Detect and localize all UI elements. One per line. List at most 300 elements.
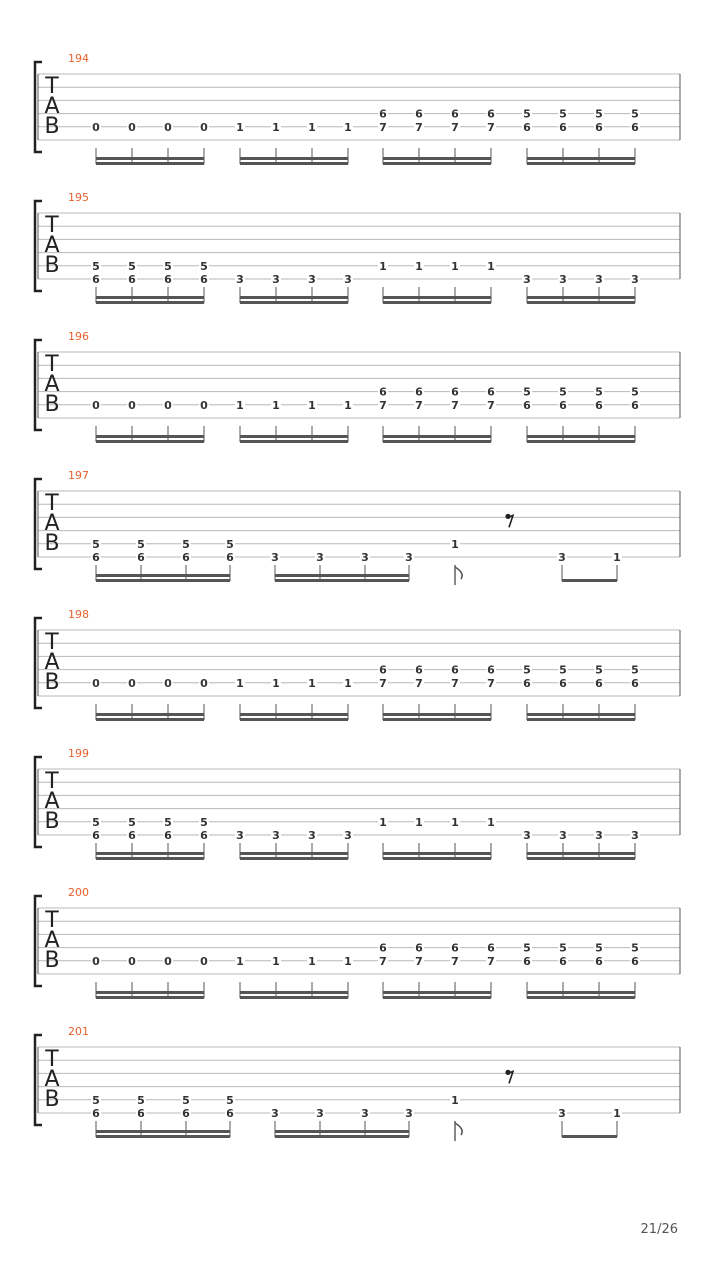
note-beam (96, 996, 204, 999)
note-beam (383, 162, 491, 165)
fret-number: 6 (164, 273, 172, 286)
note-beam (96, 579, 230, 582)
note-beam (527, 713, 635, 716)
fret-number: 5 (92, 815, 100, 829)
fret-number: 1 (613, 551, 621, 564)
note-group (235, 273, 353, 304)
fret-number: 7 (451, 398, 459, 412)
fret-number: 1 (487, 259, 495, 273)
tab-system (35, 1025, 680, 1141)
note-group (522, 664, 640, 721)
note-group (522, 273, 640, 304)
fret-number: 6 (92, 1107, 100, 1120)
note-beam (527, 296, 635, 299)
fret-number: 1 (415, 815, 423, 829)
note-beam (96, 296, 204, 299)
note-beam (275, 574, 409, 577)
note-beam (240, 718, 348, 721)
fret-number: 3 (316, 551, 324, 564)
fret-number: 7 (379, 120, 387, 134)
fret-number: 6 (451, 385, 459, 399)
fret-number: 6 (92, 551, 100, 564)
measure-number: 194 (68, 52, 89, 65)
note-beam (383, 857, 491, 860)
fret-number: 6 (137, 1107, 145, 1120)
measure-number: 197 (68, 469, 89, 482)
fret-number: 5 (523, 663, 531, 677)
page-number: 21/26 (640, 1222, 678, 1237)
fret-number: 3 (344, 273, 352, 286)
tab-system (35, 52, 680, 165)
fret-number: 1 (236, 954, 244, 968)
note-group (235, 399, 353, 443)
fret-number: 0 (164, 954, 172, 968)
tab-system (35, 886, 680, 999)
note-group (522, 108, 640, 165)
fret-number: 0 (128, 954, 136, 968)
fret-number: 0 (200, 398, 208, 412)
note-beam (527, 162, 635, 165)
note-flag (455, 567, 462, 579)
fret-number: 5 (595, 107, 603, 121)
fret-number: 6 (631, 954, 639, 968)
fret-number: 6 (415, 941, 423, 955)
fret-number: 1 (272, 398, 280, 412)
note-beam (527, 991, 635, 994)
note-group (235, 955, 353, 999)
fret-number: 5 (182, 1093, 190, 1107)
fret-number: 7 (379, 954, 387, 968)
fret-number: 3 (631, 829, 639, 842)
fret-number: 5 (631, 107, 639, 121)
note-beam (527, 996, 635, 999)
note-beam (275, 579, 409, 582)
fret-number: 6 (92, 829, 100, 842)
tab-clef-letter: B (44, 114, 60, 139)
note-beam (562, 579, 617, 582)
fret-number: 6 (128, 829, 136, 842)
fret-number: 5 (200, 815, 208, 829)
fret-number: 3 (308, 829, 316, 842)
note-group (91, 677, 209, 721)
note-beam (96, 852, 204, 855)
note-beam (240, 857, 348, 860)
fret-number: 3 (558, 551, 566, 564)
fret-number: 6 (379, 107, 387, 121)
fret-number: 3 (631, 273, 639, 286)
fret-number: 1 (236, 676, 244, 690)
tab-clef-letter: T (45, 491, 59, 516)
fret-number: 5 (595, 663, 603, 677)
measure-number: 196 (68, 330, 89, 343)
note-beam (562, 1135, 617, 1138)
note-beam (527, 440, 635, 443)
tab-clef-letter: T (45, 352, 59, 377)
note-group (91, 399, 209, 443)
fret-number: 0 (92, 676, 100, 690)
fret-number: 1 (487, 815, 495, 829)
fret-number: 5 (226, 537, 234, 551)
fret-number: 6 (595, 676, 603, 690)
fret-number: 3 (272, 829, 280, 842)
note-group (235, 829, 353, 860)
note-beam (527, 718, 635, 721)
fret-number: 5 (523, 385, 531, 399)
note-beam (96, 435, 204, 438)
note-group (450, 1094, 462, 1141)
fret-number: 1 (236, 120, 244, 134)
fret-number: 7 (415, 398, 423, 412)
fret-number: 1 (308, 398, 316, 412)
fret-number: 0 (200, 954, 208, 968)
fret-number: 5 (92, 259, 100, 273)
fret-number: 1 (236, 398, 244, 412)
tab-clef-letter: T (45, 74, 59, 99)
note-group (270, 551, 414, 582)
fret-number: 0 (164, 120, 172, 134)
note-beam (240, 296, 348, 299)
note-group (91, 1094, 235, 1138)
fret-number: 0 (92, 954, 100, 968)
fret-number: 7 (487, 120, 495, 134)
fret-number: 5 (200, 259, 208, 273)
fret-number: 0 (128, 398, 136, 412)
fret-number: 5 (631, 663, 639, 677)
fret-number: 6 (379, 663, 387, 677)
fret-number: 6 (415, 107, 423, 121)
fret-number: 7 (415, 120, 423, 134)
fret-number: 3 (236, 273, 244, 286)
note-group (235, 121, 353, 165)
note-group (557, 1107, 622, 1138)
fret-number: 7 (451, 954, 459, 968)
fret-number: 5 (137, 537, 145, 551)
fret-number: 1 (379, 259, 387, 273)
tab-clef-letter: B (44, 670, 60, 695)
tab-clef-letter: T (45, 1047, 59, 1072)
fret-number: 1 (308, 120, 316, 134)
note-beam (96, 718, 204, 721)
fret-number: 5 (137, 1093, 145, 1107)
note-group (378, 664, 496, 721)
note-flag (455, 1123, 462, 1135)
fret-number: 6 (523, 954, 531, 968)
fret-number: 6 (559, 398, 567, 412)
fret-number: 3 (271, 1107, 279, 1120)
note-beam (96, 162, 204, 165)
fret-number: 5 (128, 815, 136, 829)
tab-clef-letter: A (44, 789, 60, 814)
note-beam (96, 157, 204, 160)
fret-number: 7 (415, 954, 423, 968)
fret-number: 3 (236, 829, 244, 842)
fret-number: 6 (451, 663, 459, 677)
fret-number: 6 (379, 385, 387, 399)
eighth-rest-icon (505, 1070, 513, 1084)
note-beam (96, 1135, 230, 1138)
tab-system (35, 191, 680, 304)
measure-number: 200 (68, 886, 89, 899)
fret-number: 1 (308, 676, 316, 690)
note-beam (383, 296, 491, 299)
note-beam (527, 857, 635, 860)
fret-number: 5 (595, 385, 603, 399)
eighth-rest-icon (505, 514, 513, 528)
fret-number: 5 (92, 537, 100, 551)
note-beam (383, 440, 491, 443)
note-group (91, 816, 209, 860)
fret-number: 6 (415, 385, 423, 399)
measure-number: 199 (68, 747, 89, 760)
note-beam (275, 1135, 409, 1138)
tab-clef-letter: T (45, 769, 59, 794)
fret-number: 1 (344, 120, 352, 134)
fret-number: 6 (226, 551, 234, 564)
fret-number: 7 (487, 398, 495, 412)
fret-number: 1 (272, 676, 280, 690)
fret-number: 6 (164, 829, 172, 842)
tab-clef-letter: B (44, 253, 60, 278)
fret-number: 0 (92, 398, 100, 412)
fret-number: 1 (308, 954, 316, 968)
note-beam (240, 162, 348, 165)
fret-number: 7 (379, 398, 387, 412)
fret-number: 5 (164, 259, 172, 273)
fret-number: 7 (487, 676, 495, 690)
note-beam (240, 996, 348, 999)
measure-number: 201 (68, 1025, 89, 1038)
fret-number: 5 (164, 815, 172, 829)
tab-clef-letter: A (44, 233, 60, 258)
note-beam (275, 1130, 409, 1133)
fret-number: 3 (361, 551, 369, 564)
fret-number: 3 (595, 829, 603, 842)
fret-number: 6 (523, 398, 531, 412)
fret-number: 0 (128, 120, 136, 134)
note-beam (527, 157, 635, 160)
note-group (235, 677, 353, 721)
fret-number: 1 (344, 676, 352, 690)
note-beam (527, 435, 635, 438)
fret-number: 7 (451, 676, 459, 690)
fret-number: 0 (200, 120, 208, 134)
fret-number: 6 (523, 676, 531, 690)
note-group (378, 386, 496, 443)
fret-number: 6 (559, 120, 567, 134)
fret-number: 6 (487, 663, 495, 677)
note-beam (96, 440, 204, 443)
fret-number: 1 (451, 537, 459, 551)
tab-clef-letter: A (44, 511, 60, 536)
note-beam (383, 996, 491, 999)
fret-number: 5 (559, 663, 567, 677)
note-beam (96, 1130, 230, 1133)
fret-number: 6 (631, 676, 639, 690)
note-beam (240, 991, 348, 994)
fret-number: 1 (451, 815, 459, 829)
fret-number: 3 (559, 829, 567, 842)
fret-number: 1 (613, 1107, 621, 1120)
note-group (91, 955, 209, 999)
note-group (522, 829, 640, 860)
note-beam (240, 713, 348, 716)
fret-number: 1 (344, 398, 352, 412)
fret-number: 6 (182, 1107, 190, 1120)
fret-number: 6 (487, 385, 495, 399)
fret-number: 6 (559, 954, 567, 968)
fret-number: 0 (128, 676, 136, 690)
tab-clef-letter: B (44, 1087, 60, 1112)
note-beam (240, 852, 348, 855)
fret-number: 6 (128, 273, 136, 286)
fret-number: 6 (631, 398, 639, 412)
note-beam (240, 301, 348, 304)
tab-system (35, 330, 680, 443)
note-beam (383, 991, 491, 994)
measure-number: 195 (68, 191, 89, 204)
fret-number: 0 (92, 120, 100, 134)
fret-number: 5 (226, 1093, 234, 1107)
note-beam (383, 301, 491, 304)
fret-number: 6 (226, 1107, 234, 1120)
fret-number: 3 (405, 1107, 413, 1120)
fret-number: 1 (272, 954, 280, 968)
fret-number: 5 (523, 107, 531, 121)
fret-number: 5 (631, 385, 639, 399)
tab-clef-letter: T (45, 630, 59, 655)
fret-number: 1 (451, 259, 459, 273)
fret-number: 0 (164, 398, 172, 412)
note-group (91, 260, 209, 304)
tab-clef-letter: B (44, 531, 60, 556)
tab-clef-letter: A (44, 650, 60, 675)
tab-clef-letter: A (44, 372, 60, 397)
note-beam (383, 435, 491, 438)
fret-number: 5 (559, 107, 567, 121)
fret-number: 1 (272, 120, 280, 134)
tab-clef-letter: B (44, 392, 60, 417)
note-beam (96, 574, 230, 577)
fret-number: 5 (559, 385, 567, 399)
note-group (91, 538, 235, 582)
fret-number: 3 (344, 829, 352, 842)
fret-number: 1 (379, 815, 387, 829)
fret-number: 5 (559, 941, 567, 955)
fret-number: 0 (164, 676, 172, 690)
fret-number: 6 (595, 954, 603, 968)
note-beam (527, 852, 635, 855)
fret-number: 3 (272, 273, 280, 286)
fret-number: 6 (137, 551, 145, 564)
measure-number: 198 (68, 608, 89, 621)
fret-number: 3 (523, 273, 531, 286)
fret-number: 5 (523, 941, 531, 955)
fret-number: 3 (523, 829, 531, 842)
fret-number: 6 (487, 107, 495, 121)
fret-number: 1 (451, 1093, 459, 1107)
fret-number: 5 (595, 941, 603, 955)
fret-number: 3 (271, 551, 279, 564)
fret-number: 3 (558, 1107, 566, 1120)
note-group (522, 942, 640, 999)
fret-number: 6 (595, 120, 603, 134)
fret-number: 6 (415, 663, 423, 677)
note-beam (240, 440, 348, 443)
fret-number: 6 (182, 551, 190, 564)
fret-number: 6 (487, 941, 495, 955)
fret-number: 0 (200, 676, 208, 690)
fret-number: 7 (379, 676, 387, 690)
fret-number: 3 (559, 273, 567, 286)
note-beam (240, 157, 348, 160)
fret-number: 3 (316, 1107, 324, 1120)
note-beam (383, 157, 491, 160)
note-beam (383, 713, 491, 716)
fret-number: 5 (128, 259, 136, 273)
fret-number: 6 (451, 107, 459, 121)
tab-clef-letter: B (44, 948, 60, 973)
note-group (378, 816, 496, 860)
fret-number: 7 (487, 954, 495, 968)
note-group (378, 260, 496, 304)
fret-number: 3 (405, 551, 413, 564)
note-beam (96, 991, 204, 994)
fret-number: 7 (415, 676, 423, 690)
note-beam (383, 718, 491, 721)
fret-number: 6 (200, 273, 208, 286)
fret-number: 6 (631, 120, 639, 134)
fret-number: 1 (415, 259, 423, 273)
note-group (557, 551, 622, 582)
fret-number: 6 (523, 120, 531, 134)
fret-number: 6 (379, 941, 387, 955)
tab-clef-letter: A (44, 94, 60, 119)
fret-number: 5 (182, 537, 190, 551)
fret-number: 6 (451, 941, 459, 955)
tab-system (35, 608, 680, 721)
tab-system (35, 747, 680, 860)
fret-number: 6 (559, 676, 567, 690)
tab-clef-letter: A (44, 928, 60, 953)
note-beam (96, 857, 204, 860)
fret-number: 5 (631, 941, 639, 955)
note-group (522, 386, 640, 443)
note-group (378, 108, 496, 165)
fret-number: 3 (595, 273, 603, 286)
note-beam (383, 852, 491, 855)
fret-number: 6 (595, 398, 603, 412)
tab-clef-letter: B (44, 809, 60, 834)
fret-number: 7 (451, 120, 459, 134)
tab-clef-letter: A (44, 1067, 60, 1092)
note-group (270, 1107, 414, 1138)
fret-number: 3 (308, 273, 316, 286)
note-beam (527, 301, 635, 304)
note-group (91, 121, 209, 165)
tab-system (35, 469, 680, 585)
note-beam (240, 435, 348, 438)
fret-number: 6 (92, 273, 100, 286)
fret-number: 6 (200, 829, 208, 842)
fret-number: 1 (344, 954, 352, 968)
fret-number: 5 (92, 1093, 100, 1107)
tab-clef-letter: T (45, 908, 59, 933)
tab-clef-letter: T (45, 213, 59, 238)
note-group (450, 538, 462, 585)
fret-number: 3 (361, 1107, 369, 1120)
note-beam (96, 301, 204, 304)
note-beam (96, 713, 204, 716)
